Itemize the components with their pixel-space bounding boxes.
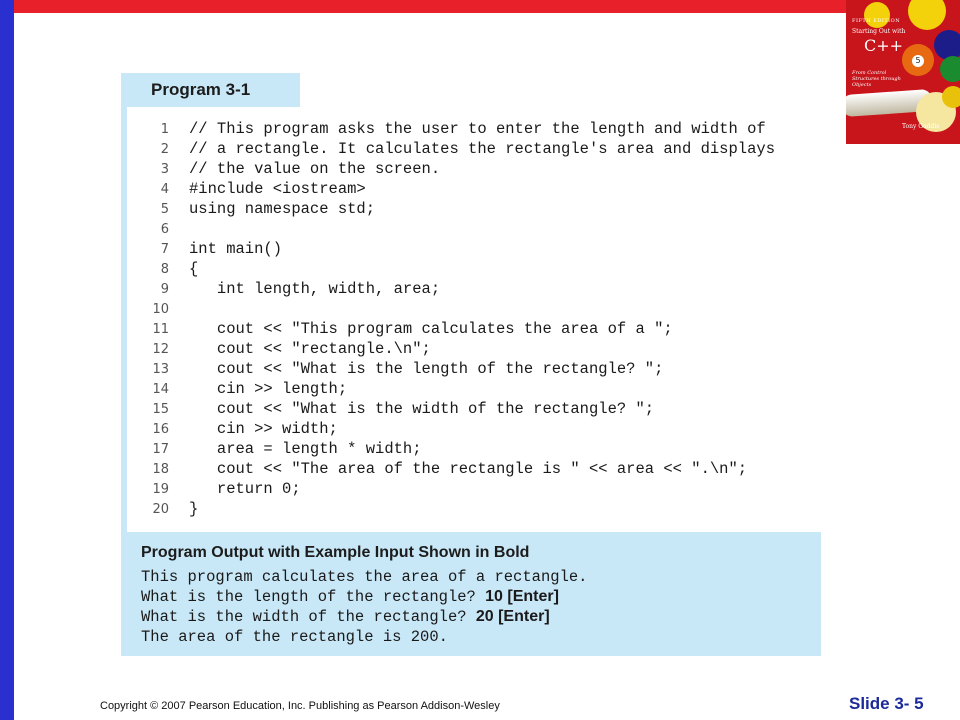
output-title: Program Output with Example Input Shown in Bold: [141, 544, 530, 561]
code-text: cout << "What is the width of the rectangle? ";: [189, 400, 655, 418]
line-number: 19: [152, 482, 169, 497]
line-number: 6: [160, 222, 169, 237]
output-line: The area of the rectangle is 200.: [141, 628, 448, 646]
cover-author: Tony Gaddis: [902, 123, 940, 130]
output-input: 10 [Enter]: [485, 588, 559, 605]
output-prompt: What is the length of the rectangle?: [141, 588, 486, 606]
code-text: {: [189, 260, 199, 278]
line-number: 1: [160, 122, 169, 137]
code-text: using namespace std;: [189, 200, 376, 218]
output-input: 20 [Enter]: [475, 608, 550, 625]
code-text: #include <iostream>: [189, 180, 366, 198]
output-prompt: What is the width of the rectangle?: [141, 608, 476, 626]
code-text: int main(): [189, 240, 283, 258]
billiard-ball-small: [942, 86, 960, 108]
code-text: cout << "This program calculates the area of a ";: [189, 320, 673, 338]
code-text: }: [189, 500, 199, 518]
code-text: // This program asks the user to enter the length and width of: [189, 120, 766, 138]
cover-title-line2: C++: [864, 36, 904, 55]
code-text: cout << "What is the length of the rectangle? ";: [189, 360, 664, 378]
billiard-ball-green: [940, 56, 960, 82]
line-number: 20: [152, 502, 169, 517]
code-text: cout << "rectangle.\n";: [189, 340, 431, 358]
code-text: cin >> length;: [189, 380, 348, 398]
line-number: 14: [152, 382, 169, 397]
billiard-ball-yellow-large: [908, 0, 946, 30]
line-number: 9: [160, 282, 169, 297]
program-title: Program 3-1: [151, 80, 251, 99]
book-cover-image: [846, 0, 960, 144]
cover-subtitle: From Control Structures through Objects: [852, 70, 901, 88]
code-text: area = length * width;: [189, 440, 422, 458]
billiard-ball-yellow: [864, 2, 890, 28]
line-number: 18: [152, 462, 169, 477]
code-text: return 0;: [189, 480, 301, 498]
code-text: // the value on the screen.: [189, 160, 441, 178]
line-number: 17: [152, 442, 169, 457]
line-number: 3: [160, 162, 169, 177]
left-accent-bar: [0, 0, 14, 720]
line-number: 13: [152, 362, 169, 377]
line-number: 7: [160, 242, 169, 257]
top-accent-bar: [0, 0, 960, 13]
line-number: 10: [152, 302, 169, 317]
line-number: 16: [152, 422, 169, 437]
ball-number: 5: [912, 55, 924, 67]
line-number: 12: [152, 342, 169, 357]
line-number: 8: [160, 262, 169, 277]
program-title-box: [121, 73, 300, 107]
line-number: 11: [152, 322, 169, 337]
output-line: This program calculates the area of a rectangle.: [141, 568, 588, 586]
line-number: 15: [152, 402, 169, 417]
cover-title-line1: Starting Out with: [852, 28, 906, 35]
line-number: 2: [160, 142, 169, 157]
line-number: 4: [160, 182, 169, 197]
program-output-box: [121, 532, 821, 656]
code-text: cin >> width;: [189, 420, 338, 438]
line-number: 5: [160, 202, 169, 217]
code-listing: [127, 107, 821, 532]
cover-edition: FIFTH EDITION: [852, 18, 901, 24]
copyright-notice: Copyright © 2007 Pearson Education, Inc. Publishing as Pearson Addison-Wesley: [100, 700, 500, 712]
output-line: [141, 588, 559, 606]
output-line: [141, 608, 550, 626]
code-text: cout << "The area of the rectangle is " << area << ".\n";: [189, 460, 748, 478]
slide-number: Slide 3- 5: [849, 694, 924, 713]
code-text: int length, width, area;: [189, 280, 441, 298]
code-text: // a rectangle. It calculates the rectangle's area and displays: [189, 140, 775, 158]
